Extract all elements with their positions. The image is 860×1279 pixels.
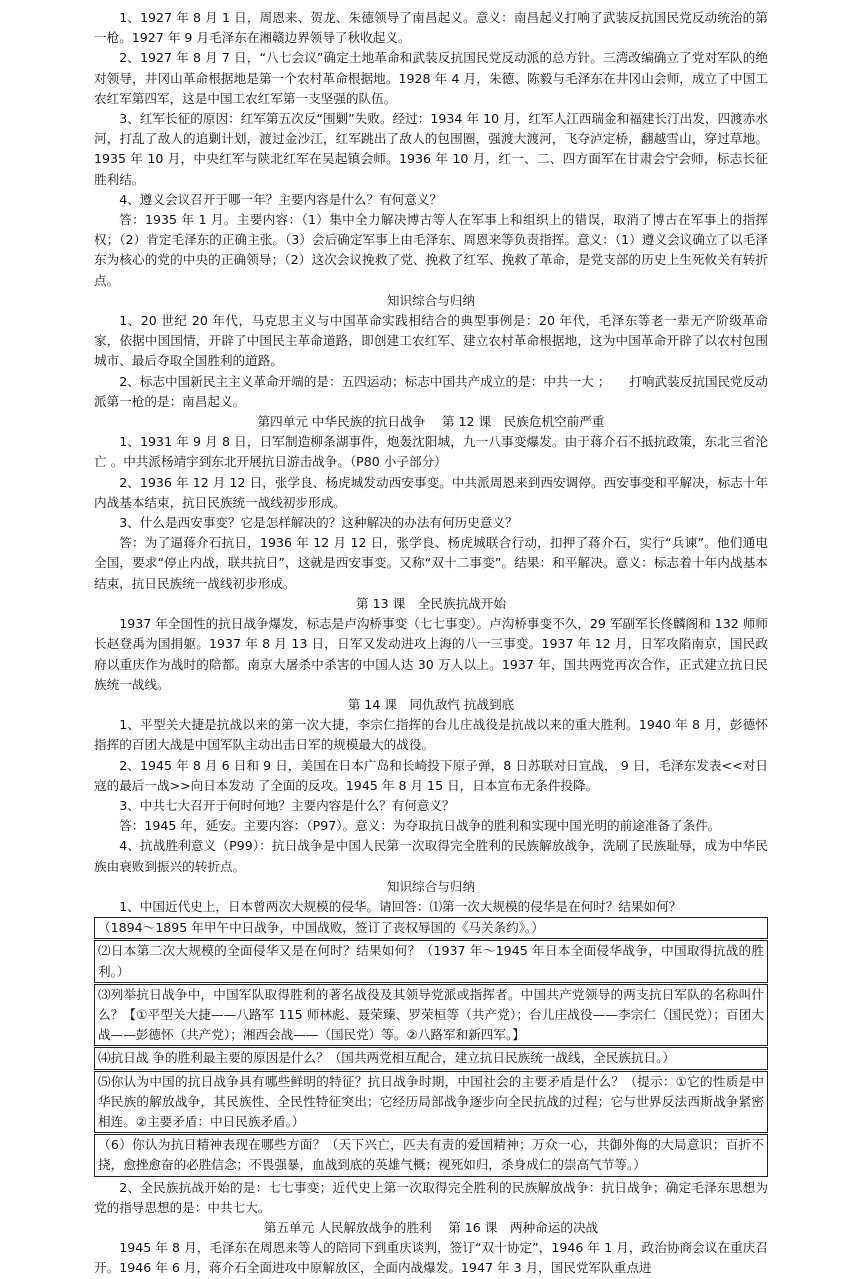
paragraph-surrender: 2、1945 年 8 月 6 日和 9 日，美国在日本广岛和长崎投下原子弹，8 日苏联对日宣战， 9 日，毛泽东发表<<对日寇的最后一战>>向日本发动 了全面的反攻。1945 年 8 月 15 日，日本宣布无条件投降。 — [94, 757, 768, 793]
answer-box-second-invasion: ⑵日本第二次大规模的全面侵华又是在何时？结果如何？（1937 年～1945 年日本全面侵华战争，中国取得抗战的胜利。） — [94, 940, 768, 982]
unit-heading-4: 第四单元 中华民族的抗日战争 第 12 课 民族危机空前严重 — [257, 414, 605, 430]
answer-xian-incident: 答：为了逼蒋介石抗日，1936 年 12 月 12 日，张学良、杨虎城联合行动，扣押了蒋介石，实行“兵谏”。他们通电全国，要求“停止内战，联共抗日”，这就是西安事变。又称“双十二事变”。结果：和平解决。意义：标志着十年内战基本结束，抗日民族统一战线初步形成。 — [94, 535, 768, 591]
paragraph-full-war-start: 1937 年全国性的抗日战争爆发，标志是卢沟桥事变（七七事变）。卢沟桥事变不久，29 军副军长佟麟阁和 132 师师长赵登禹为国捐躯。1937 年 8 月 13 日，日军又发动进攻上海的八一三事变。1937 年 12 月，日军攻陷南京，国民政府以重庆作为战时的陪都。南京大屠杀中杀害的中国人达 30 万人以上。1937 年，国共两党再次合作，正式建立抗日民族统一战线。 — [94, 616, 768, 692]
answer-seventh-congress: 答：1945 年，延安。主要内容：（P97）。意义：为夺取抗日战争的胜利和实现中国光明的前途准备了条件。 — [119, 818, 721, 834]
answer-box-war-features: ⑸你认为中国的抗日战争具有哪些鲜明的特征？抗日战争时期，中国社会的主要矛盾是什么？（提示：①它的性质是中华民族的解放战争，其民族性、全民性特征突出；它经历局部战争逐步向全民抗战的过程；它与世界反法西斯战争紧密相连。②主要矛盾：中日民族矛盾。） — [94, 1071, 768, 1134]
paragraph-xian-incident: 2、1936 年 12 月 12 日，张学良、杨虎城发动西安事变。中共派周恩来到西安调停。西安事变和平解决，标志十年内战基本结束，抗日民族统一战线初步形成。 — [94, 474, 768, 510]
unit-heading-5: 第五单元 人民解放战争的胜利 第 16 课 两种命运的决战 — [263, 1219, 599, 1235]
answer-zunyi-meeting: 答：1935 年 1 月。主要内容：（1）集中全力解决博古等人在军事上和组织上的错误，取消了博古在军事上的指挥权；（2）肯定毛泽东的正确主张。（3）会后确定军事上由毛泽东、周恩来等负责指挥。意义：（1）遵义会议确立了以毛泽东为核心的党的中央的正确领导；（2）这次会议挽救了党、挽救了红军、挽救了革命，是党支部的历史上生死攸关有转折点。 — [94, 212, 768, 288]
paragraph-august7-meeting: 2、1927 年 8 月 7 日，“八七会议”确定土地革命和武装反抗国民党反动派的总方针。三湾改编确立了党对军队的绝对领导，井冈山革命根据地是第一个农村革命根据地。1928 年 4 月，朱德、陈毅与毛泽东在井冈山会师，成立了中国工农红军第四军，这是中国工农红军第一支坚强的队伍。 — [94, 50, 768, 106]
paragraph-victory-significance: 4、抗战胜利意义（P99）：抗日战争是中国人民第一次取得完全胜利的民族解放战争，洗刷了民族耻辱，成为中华民族由衰败到振兴的转折点。 — [94, 838, 768, 874]
section-heading-summary-2: 知识综合与归纳 — [386, 878, 476, 894]
paragraph-918-incident: 1、1931 年 9 月 8 日，日军制造柳条湖事件，炮轰沈阳城，九一八事变爆发。由于蒋介石不抵抗政策，东北三省沦亡 。中共派杨靖宇到东北开展抗日游击战争。（P80 小子部分） — [94, 434, 768, 470]
section-heading-summary-1: 知识综合与归纳 — [386, 292, 476, 308]
lesson-heading-14: 第 14 课 同仇敌忾 抗战到底 — [347, 696, 515, 712]
question-zunyi-meeting: 4、遵义会议召开于哪一年？主要内容是什么？有何意义？ — [119, 191, 443, 207]
paragraph-revolution-milestones: 2、标志中国新民主主义革命开端的是：五四运动；标志中国共产成立的是：中共一大 ； 打响武装反抗国民党反动派第一枪的是：南昌起义。 — [94, 373, 768, 409]
paragraph-marxism-practice: 1、20 世纪 20 年代，马克思主义与中国革命实践相结合的典型事例是：20 年代，毛泽东等老一辈无产阶级革命家，依据中国国情，开辟了中国民主革命道路，即创建工农红军、建立农村革命根据地，这为中国革命开辟了以农村包围城市、最后夺取全国胜利的道路。 — [94, 313, 768, 369]
paragraph-victories: 1、平型关大捷是抗战以来的第一次大捷，李宗仁指挥的台儿庄战役是抗战以来的重大胜利。1940 年 8 月，彭德怀指挥的百团大战是中国军队主动出击日军的规模最大的战役。 — [94, 717, 768, 753]
paragraph-nanchang-uprising: 1、1927 年 8 月 1 日，周恩来、贺龙、朱德领导了南昌起义。意义：南昌起义打响了武装反抗国民党反动统治的第一枪。1927 年 9 月毛泽东在湘赣边界领导了秋收起义。 — [94, 10, 768, 46]
answer-box-anti-japanese-spirit: （6）你认为抗日精神表现在哪些方面？（天下兴亡，匹夫有责的爱国精神；万众一心，共御外侮的大局意识；百折不挠，愈挫愈奋的必胜信念；不畏强暴，血战到底的英雄气概；视死如归，杀身成仁的崇高气节等。） — [94, 1134, 768, 1176]
answer-box-first-invasion: （1894～1895 年甲午中日战争，中国战败，签订了丧权辱国的《马关条约》。） — [94, 917, 768, 939]
answer-box-battles: ⑶列举抗日战争中，中国军队取得胜利的著名战役及其领导党派或指挥者。中国共产党领导的两支抗日军队的名称叫什么？【①平型关大捷——八路军 115 师林彪、聂荣臻、罗荣桓等（共产党）；台儿庄战役——李宗仁（国民党）；百团大战——彭德怀（共产党）；湘西会战——（国民党）等。②八路军和新四军。】 — [94, 984, 768, 1047]
question-japanese-invasions: 1、中国近代史上，日本曾两次大规模的侵华。请回答：⑴第一次大规模的侵华是在何时？结果如何？ — [119, 898, 682, 914]
lesson-heading-13: 第 13 课 全民族抗战开始 — [356, 595, 506, 611]
question-xian-incident: 3、什么是西安事变？它是怎样解决的？这种解决的办法有何历史意义？ — [119, 515, 518, 531]
paragraph-chongqing-negotiation: 1945 年 8 月，毛泽东在周恩来等人的陪同下到重庆谈判，签订“双十协定”，1946 年 1 月，政治协商会议在重庆召开。1946 年 6 月，蒋介石全面进攻中原解放区，全面内战爆发。1947 年 3 月，国民党军队重点进 — [94, 1240, 768, 1276]
question-seventh-congress: 3、中共七大召开于何时何地？主要内容是什么？有何意义？ — [119, 797, 455, 813]
paragraph-key-facts: 2、全民族抗战开始的是：七七事变；近代史上第一次取得完全胜利的民族解放战争：抗日战争；确定毛泽东思想为党的指导思想的是：中共七大。 — [94, 1179, 768, 1215]
paragraph-long-march: 3、红军长征的原因：红军第五次反“围剿”失败。经过：1934 年 10 月，红军人江西瑞金和福建长汀出发，四渡赤水河，打乱了敌人的追剿计划，渡过金沙江，红军跳出了敌人的包围圈，强渡大渡河，飞夺泸定桥，翻越雪山，穿过草地。1935 年 10 月，中央红军与陕北红军在吴起镇会师。1936 年 10 月，红一、二、四方面军在甘肃会宁会师，标志长征胜利结。 — [94, 111, 768, 187]
answer-box-victory-reason: ⑷抗日战 争的胜利最主要的原因是什么？（国共两党相互配合，建立抗日民族统一战线，全民族抗日。） — [94, 1047, 768, 1069]
